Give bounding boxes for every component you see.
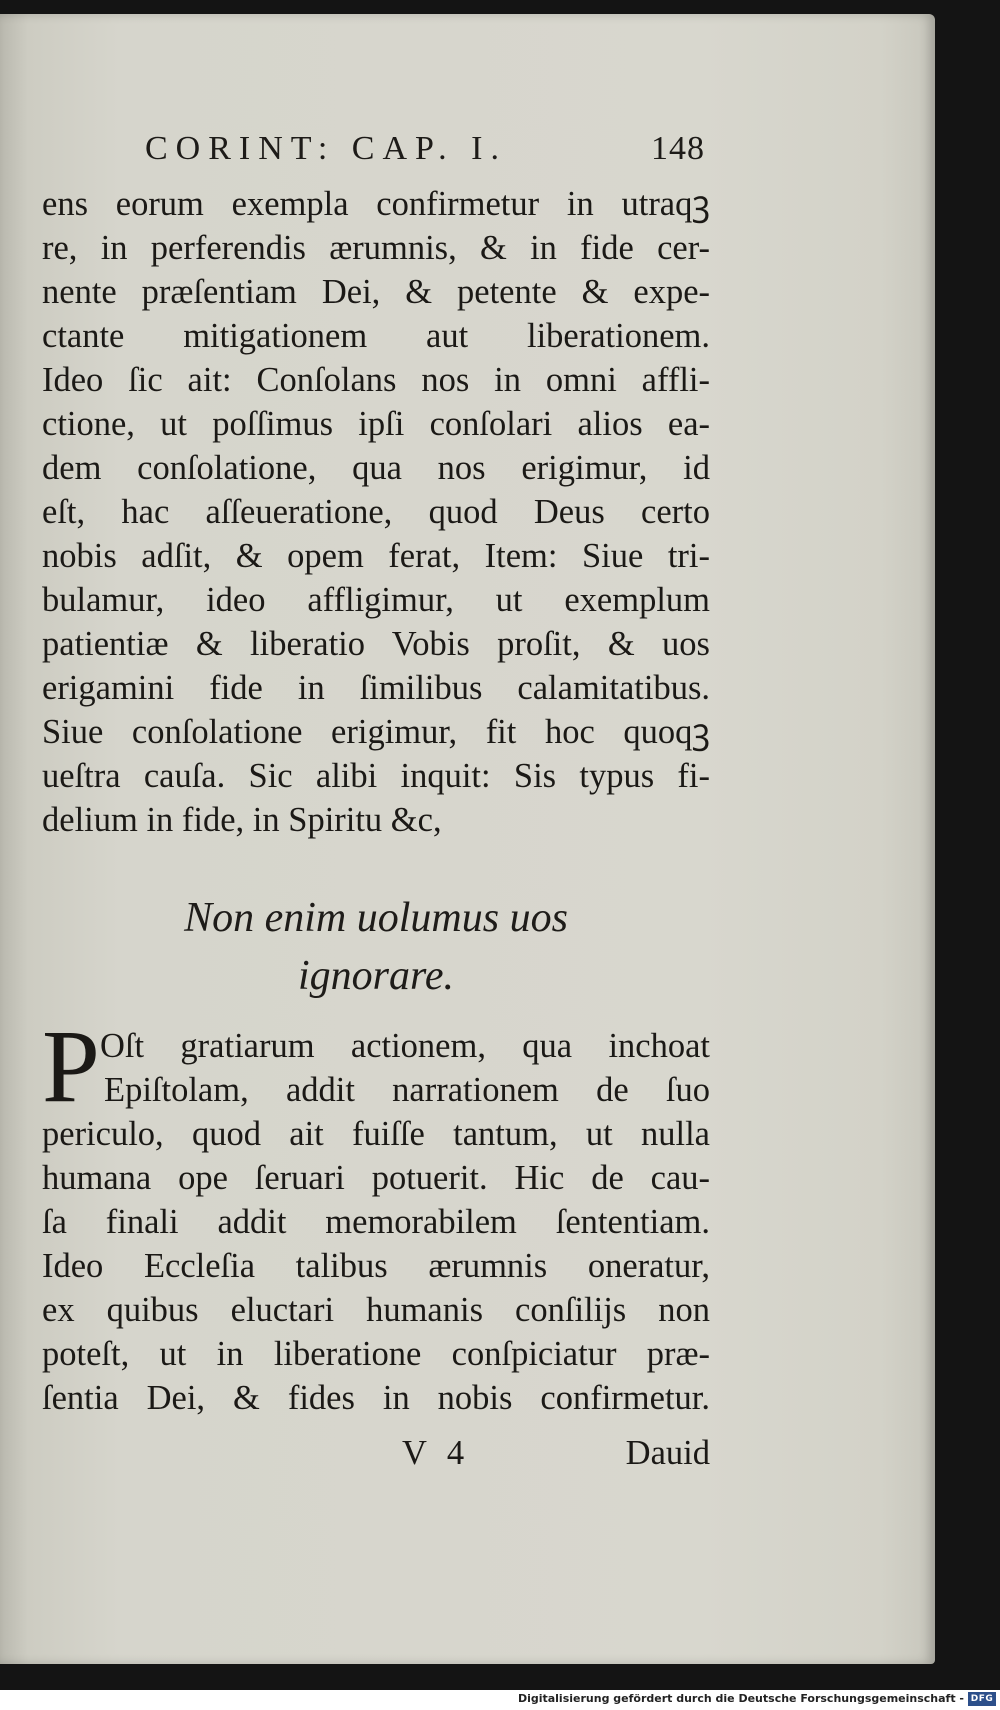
text-line: bulamur, ideo affligimur, ut exemplum <box>42 581 710 619</box>
text-line: Oſt gratiarum actionem, qua inchoat <box>100 1027 710 1065</box>
text-line: ex quibus eluctari humanis conſilijs non <box>42 1291 710 1329</box>
text-line: dem conſolatione, qua nos erigimur, id <box>42 449 710 487</box>
section-heading-line: Non enim uolumus uos <box>184 895 568 941</box>
text-line: re, in perferendis ærumnis, & in fide cer- <box>42 229 710 267</box>
text-line: Epiſtolam, addit narrationem de ſuo <box>104 1071 710 1109</box>
section-heading <box>42 889 710 1005</box>
text-line: ſa finali addit memorabilem ſententiam. <box>42 1203 710 1241</box>
drop-cap-initial: P <box>42 1009 100 1124</box>
signature-mark: V 4 <box>402 1434 471 1472</box>
text-line: ueſtra cauſa. Sic alibi inquit: Sis typus fi- <box>42 757 710 795</box>
text-line: poteſt, ut in liberatione conſpiciatur præ- <box>42 1335 710 1373</box>
running-head-title: CORINT: CAP. I. <box>145 130 508 167</box>
text-line: ſentia Dei, & fides in nobis confirmetur. <box>42 1379 710 1417</box>
text-line: Siue conſolatione erigimur, fit hoc quoqꝫ <box>42 713 710 751</box>
running-head <box>145 130 705 170</box>
paragraph-main <box>42 1009 710 1420</box>
footer-credit-text: Digitalisierung gefördert durch die Deutsche Forschungsgemeinschaft - <box>517 1692 964 1705</box>
text-line: humana ope ſeruari potuerit. Hic de cau- <box>42 1159 710 1197</box>
text-line: Ideo ſic ait: Conſolans nos in omni affli- <box>42 361 710 399</box>
text-line: eſt, hac aſſeueratione, quod Deus certo <box>42 493 710 531</box>
text-line: patientiæ & liberatio Vobis proſit, & uos <box>42 625 710 663</box>
text-line: periculo, quod ait fuiſſe tantum, ut nulla <box>42 1115 710 1153</box>
book-page <box>0 14 935 1664</box>
page-number: 148 <box>651 130 705 167</box>
digitization-footer <box>0 1690 1000 1710</box>
text-line: ens eorum exempla confirmetur in utraqꝫ <box>42 185 710 223</box>
text-line: ctante mitigationem aut liberationem. <box>42 317 710 355</box>
text-line: nente præſentiam Dei, & petente & expe- <box>42 273 710 311</box>
text-line: erigamini fide in ſimilibus calamitatibus. <box>42 669 710 707</box>
catchword: Dauid <box>625 1434 710 1472</box>
text-line: ctione, ut poſſimus ipſi conſolari alios ea- <box>42 405 710 443</box>
page-footer-line <box>42 1431 710 1475</box>
text-line: nobis adſit, & opem ferat, Item: Siue tri- <box>42 537 710 575</box>
text-line: Ideo Eccleſia talibus ærumnis oneratur, <box>42 1247 710 1285</box>
dfg-logo: DFG <box>968 1692 996 1706</box>
section-heading-line: ignorare. <box>298 953 454 999</box>
text-line: delium in fide, in Spiritu &c, <box>42 801 442 839</box>
paragraph-continued <box>42 182 710 842</box>
